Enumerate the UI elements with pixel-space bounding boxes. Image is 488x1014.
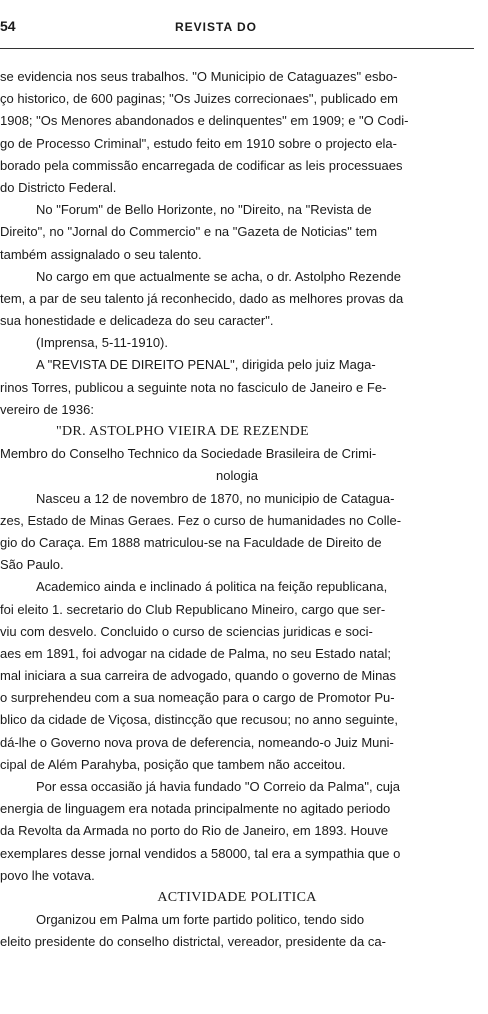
- text-line: No cargo em que actualmente se acha, o dr. Astolpho Rezende: [36, 268, 401, 284]
- text-line: Nasceu a 12 de novembro de 1870, no municipio de Catagua-: [36, 490, 395, 506]
- text-line: rinos Torres, publicou a seguinte nota no fasciculo de Janeiro e Fe-: [0, 379, 387, 395]
- text-line: gio do Caraça. Em 1888 matriculou-se na Faculdade de Direito de: [0, 534, 382, 550]
- text-line: foi eleito 1. secretario do Club Republicano Mineiro, cargo que ser-: [0, 601, 386, 617]
- section-heading: "DR. ASTOLPHO VIEIRA DE REZENDE: [56, 424, 309, 439]
- section-heading: ACTIVIDADE POLITICA: [157, 889, 317, 905]
- page-number: 54: [0, 18, 16, 34]
- text-line: eleito presidente do conselho districtal, vereador, presidente da ca-: [0, 934, 386, 950]
- text-line: Academico ainda e inclinado á politica na feição republicana,: [36, 579, 388, 595]
- text-line: mal iniciara a sua carreira de advogado, quando o governo de Minas: [0, 668, 397, 684]
- text-line: da Revolta da Armada no porto do Rio de Janeiro, em 1893. Houve: [0, 823, 389, 839]
- text-line: nologia: [216, 468, 258, 484]
- text-line: dá-lhe o Governo nova prova de deferencia, nomeando-o Juiz Muni-: [0, 734, 394, 750]
- text-line: se evidencia nos seus trabalhos. "O Municipio de Cataguazes" esbo-: [0, 69, 398, 84]
- text-line: blico da cidade de Viçosa, distincção que recusou; no anno seguinte,: [0, 712, 398, 728]
- text-line: povo lhe votava.: [0, 867, 95, 883]
- text-line: o surprehendeu com a sua nomeação para o cargo de Promotor Pu-: [0, 690, 395, 706]
- text-line: energia de linguagem era notada principalmente no agitado periodo: [0, 801, 391, 817]
- text-line: A "REVISTA DE DIREITO PENAL", dirigida pelo juiz Maga-: [36, 357, 376, 373]
- text-line: Organizou em Palma um forte partido politico, tendo sido: [36, 912, 365, 928]
- header-rule: [0, 48, 474, 49]
- running-head: REVISTA DO: [175, 20, 258, 34]
- text-line: Membro do Conselho Technico da Sociedade Brasileira de Crimi-: [0, 446, 377, 462]
- text-line: São Paulo.: [0, 557, 64, 573]
- text-line: aes em 1891, foi advogar na cidade de Palma, no seu Estado natal;: [0, 645, 391, 661]
- text-line: do Districto Federal.: [0, 179, 117, 195]
- text-line: vereiro de 1936:: [0, 401, 94, 417]
- text-line: zes, Estado de Minas Geraes. Fez o curso de humanidades no Colle-: [0, 512, 402, 528]
- text-line: go de Processo Criminal", estudo feito em 1910 sobre o projecto ela-: [0, 135, 397, 151]
- text-line: Direito", no "Jornal do Commercio" e na "Gazeta de Noticias" tem: [0, 224, 378, 240]
- text-line: ço historico, de 600 paginas; "Os Juizes correcionaes", publicado em: [0, 91, 398, 107]
- text-line: exemplares desse jornal vendidos a 58000, tal era a sympathia que o: [0, 845, 401, 861]
- text-line: Por essa occasião já havia fundado "O Correio da Palma", cuja: [36, 779, 401, 794]
- text-line: sua honestidade e delicadeza do seu caracter".: [0, 313, 274, 329]
- text-line: No "Forum" de Bello Horizonte, no "Direito, na "Revista de: [36, 202, 372, 218]
- text-line: tem, a par de seu talento já reconhecido, dado as melhores provas da: [0, 290, 404, 306]
- text-line: viu com desvelo. Concluido o curso de sciencias juridicas e soci-: [0, 623, 373, 639]
- body-text: [0, 66, 474, 954]
- text-line: 1908; "Os Menores abandonados e delinquentes" em 1909; e "O Codi-: [0, 113, 409, 129]
- text-line: também assignalado o seu talento.: [0, 246, 202, 262]
- text-line: cipal de Além Parahyba, posição que tambem não acceitou.: [0, 756, 346, 772]
- citation-line: (Imprensa, 5-11-1910).: [36, 335, 168, 351]
- text-line: borado pela commissão encarregada de codificar as leis processuaes: [0, 157, 403, 173]
- page-header: [0, 18, 488, 40]
